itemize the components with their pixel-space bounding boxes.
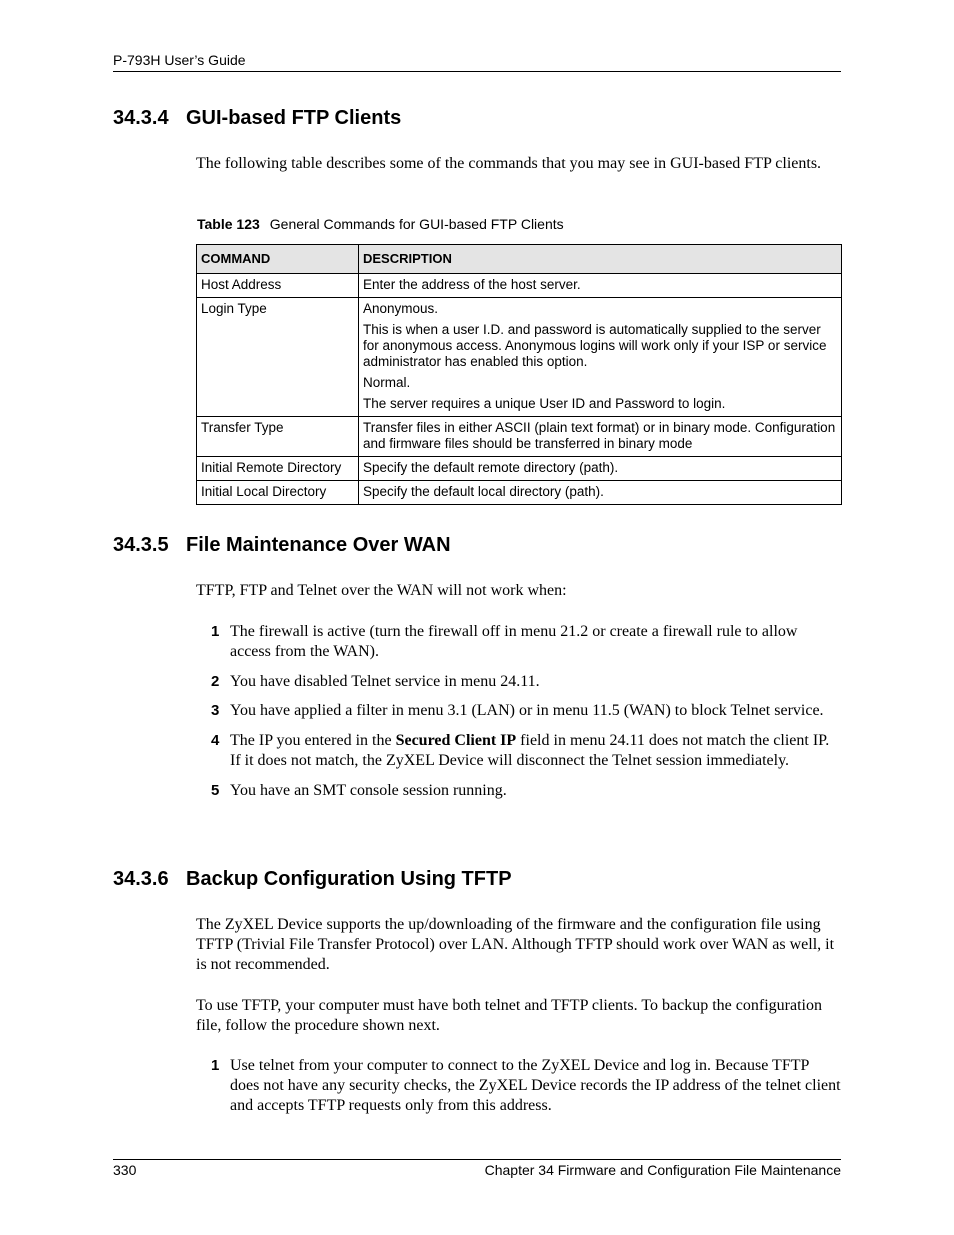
step-text: The firewall is active (turn the firewall off in menu 21.2 or create a firewall rule to allow access from the WAN).: [230, 623, 798, 660]
step-number: 2: [211, 673, 220, 690]
description-text: The server requires a unique User ID and Password to login.: [363, 396, 726, 411]
description-cell: [359, 417, 842, 457]
description-cell: [359, 274, 842, 298]
step-number: 4: [211, 732, 220, 749]
tftp-paragraph-2: To use TFTP, your computer must have both telnet and TFTP clients. To backup the configuration file, follow the procedure shown next.: [196, 997, 822, 1034]
table-row: [197, 481, 842, 505]
list-item: [211, 1056, 841, 1116]
description-text: Enter the address of the host server.: [363, 277, 581, 292]
column-header-command: COMMAND: [197, 245, 359, 274]
table-row: [197, 274, 842, 298]
table-row: [197, 298, 842, 417]
table-row: [197, 457, 842, 481]
section-title: GUI-based FTP Clients: [186, 107, 402, 129]
command-cell: Initial Remote Directory: [197, 457, 359, 481]
description-text: Specify the default local directory (path).: [363, 484, 604, 499]
description-text: Transfer files in either ASCII (plain text format) or in binary mode. Configuration and firmware files should be transferred in binary mode: [363, 420, 836, 451]
command-cell: Transfer Type: [197, 417, 359, 457]
field-name-secured-client-ip: Secured Client IP: [395, 732, 517, 749]
section-heading-wan: [113, 534, 451, 557]
footer-chapter-title: Chapter 34 Firmware and Configuration File Maintenance: [484, 1162, 841, 1178]
command-cell: Initial Local Directory: [197, 481, 359, 505]
gui-ftp-intro: The following table describes some of the commands that you may see in GUI-based FTP clients.: [196, 155, 822, 172]
section-title: File Maintenance Over WAN: [186, 534, 451, 556]
description-cell: [359, 457, 842, 481]
command-cell: Host Address: [197, 274, 359, 298]
table-caption: [197, 216, 564, 232]
step-number: 3: [211, 702, 220, 719]
footer-rule: [113, 1159, 841, 1160]
wan-intro: TFTP, FTP and Telnet over the WAN will not work when:: [196, 582, 567, 599]
step-text-before: The IP you entered in the: [230, 732, 396, 749]
step-number: 1: [211, 623, 220, 640]
description-text: Anonymous.: [363, 301, 439, 316]
step-text: You have an SMT console session running.: [230, 782, 507, 799]
step-number: 5: [211, 782, 220, 799]
step-text: You have applied a filter in menu 3.1 (LAN) or in menu 11.5 (WAN) to block Telnet service.: [230, 702, 824, 719]
step-text: You have disabled Telnet service in menu 24.11.: [230, 673, 540, 690]
ftp-commands-table: [196, 244, 842, 505]
step-number: 1: [211, 1057, 220, 1074]
running-header: P-793H User’s Guide: [113, 52, 246, 68]
description-text: This is when a user I.D. and password is automatically supplied to the server for anonymous access. Anonymous logins will work only if your ISP or service administrator has enabled this option.: [363, 322, 827, 369]
table-row: [197, 417, 842, 457]
description-text: Normal.: [363, 375, 411, 390]
header-rule: [113, 71, 841, 72]
wan-conditions-list: [211, 622, 841, 801]
step-text: Use telnet from your computer to connect to the ZyXEL Device and log in. Because TFTP does not have any security checks, the ZyXEL Device records the IP address of the telnet client and accepts TFTP requests only from this address.: [230, 1057, 841, 1114]
table-caption-label: Table 123: [197, 216, 260, 232]
list-item: [211, 781, 841, 801]
step-text-after: field in menu 24.11 does not match the client IP. If it does not match, the ZyXEL Device will disconnect the Telnet session immediately.: [230, 732, 830, 769]
section-number: 34.3.4: [113, 107, 169, 129]
list-item: [211, 672, 841, 692]
list-item: [211, 731, 841, 771]
tftp-procedure-list: [211, 1056, 841, 1116]
table-header-row: [197, 245, 842, 274]
list-item: [211, 622, 841, 662]
section-number: 34.3.6: [113, 868, 169, 890]
list-item: [211, 701, 841, 721]
table-caption-text: General Commands for GUI-based FTP Clients: [269, 216, 564, 232]
section-title: Backup Configuration Using TFTP: [186, 868, 512, 890]
tftp-paragraph-1: The ZyXEL Device supports the up/downloading of the firmware and the configuration file using TFTP (Trivial File Transfer Protocol) over LAN. Although TFTP should work over WAN as well, it is not recommended.: [196, 916, 835, 973]
section-heading-gui-ftp: [113, 107, 401, 130]
description-cell: [359, 298, 842, 417]
description-cell: [359, 481, 842, 505]
description-text: Specify the default remote directory (path).: [363, 460, 619, 475]
section-heading-tftp-backup: [113, 868, 512, 891]
section-number: 34.3.5: [113, 534, 169, 556]
command-cell: Login Type: [197, 298, 359, 417]
column-header-description: DESCRIPTION: [359, 245, 842, 274]
page-number: 330: [113, 1162, 137, 1178]
